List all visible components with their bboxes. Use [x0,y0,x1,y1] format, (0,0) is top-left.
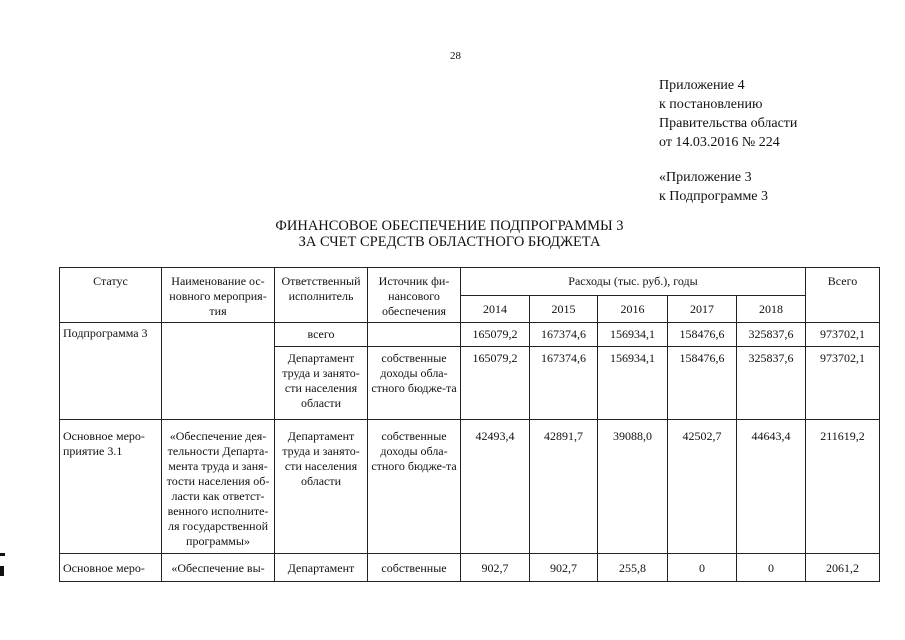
header-source: Источник фи-нансового обеспечения [368,268,461,323]
financing-table [59,267,880,582]
table-row [60,323,880,347]
appendix-line: от 14.03.2016 № 224 [659,135,780,150]
header-year: 2014 [461,296,530,323]
cell-status: Основное меро- [60,554,162,582]
header-status: Статус [60,268,162,323]
cell-executor: всего [275,323,368,347]
table-row [60,420,880,554]
cell-total: 973702,1 [806,347,880,420]
cell-total: 211619,2 [806,420,880,554]
page-number: 28 [450,50,461,62]
cell-total: 2061,2 [806,554,880,582]
cell-value: 158476,6 [668,347,737,420]
cell-source: собственные доходы обла-стного бюдже-та [368,347,461,420]
document-title-line-2: ЗА СЧЕТ СРЕДСТВ ОБЛАСТНОГО БЮДЖЕТА [298,234,601,250]
cell-source [368,323,461,347]
header-expenses: Расходы (тыс. руб.), годы [461,268,806,296]
appendix-line: «Приложение 3 [659,170,752,185]
appendix-line: к постановлению [659,97,763,112]
cell-source: собственные доходы обла-стного бюдже-та [368,420,461,554]
header-year: 2018 [737,296,806,323]
cell-value: 42502,7 [668,420,737,554]
appendix-line: к Подпрограмме 3 [659,189,769,204]
cell-value: 165079,2 [461,347,530,420]
cell-name [162,323,275,420]
cell-total: 973702,1 [806,323,880,347]
appendix-line: Приложение 4 [659,78,745,93]
cell-value: 325837,6 [737,347,806,420]
cell-value: 167374,6 [530,323,598,347]
cell-value: 167374,6 [530,347,598,420]
cell-executor: Департамент труда и занято-сти населения области [275,347,368,420]
header-name: Наименование ос-новного мероприя-тия [162,268,275,323]
scan-mark [0,566,4,576]
cell-executor: Департамент труда и занято-сти населения области [275,420,368,554]
cell-value: 902,7 [461,554,530,582]
header-year: 2015 [530,296,598,323]
table-row [60,554,880,582]
cell-value: 39088,0 [598,420,668,554]
header-total: Всего [806,268,880,323]
document-title-line-1: ФИНАНСОВОЕ ОБЕСПЕЧЕНИЕ ПОДПРОГРАММЫ 3 [275,218,624,234]
header-year: 2017 [668,296,737,323]
cell-name: «Обеспечение дея-тельности Департа-мента труда и заня-тости населения об-ласти как ответст-венного исполните-ля государственной программы» [162,420,275,554]
cell-value: 165079,2 [461,323,530,347]
cell-status: Подпрограмма 3 [60,323,162,420]
scan-mark [0,553,5,556]
cell-value: 325837,6 [737,323,806,347]
header-executor: Ответственный исполнитель [275,268,368,323]
cell-value: 902,7 [530,554,598,582]
cell-status: Основное меро-приятие 3.1 [60,420,162,554]
appendix-block [659,76,797,206]
cell-value: 42891,7 [530,420,598,554]
appendix-line: Правительства области [659,116,798,131]
cell-value: 158476,6 [668,323,737,347]
cell-value: 156934,1 [598,323,668,347]
cell-executor: Департамент [275,554,368,582]
header-year: 2016 [598,296,668,323]
cell-value: 44643,4 [737,420,806,554]
cell-source: собственные [368,554,461,582]
cell-value: 0 [737,554,806,582]
cell-name: «Обеспечение вы- [162,554,275,582]
cell-value: 0 [668,554,737,582]
cell-value: 42493,4 [461,420,530,554]
cell-value: 255,8 [598,554,668,582]
cell-value: 156934,1 [598,347,668,420]
